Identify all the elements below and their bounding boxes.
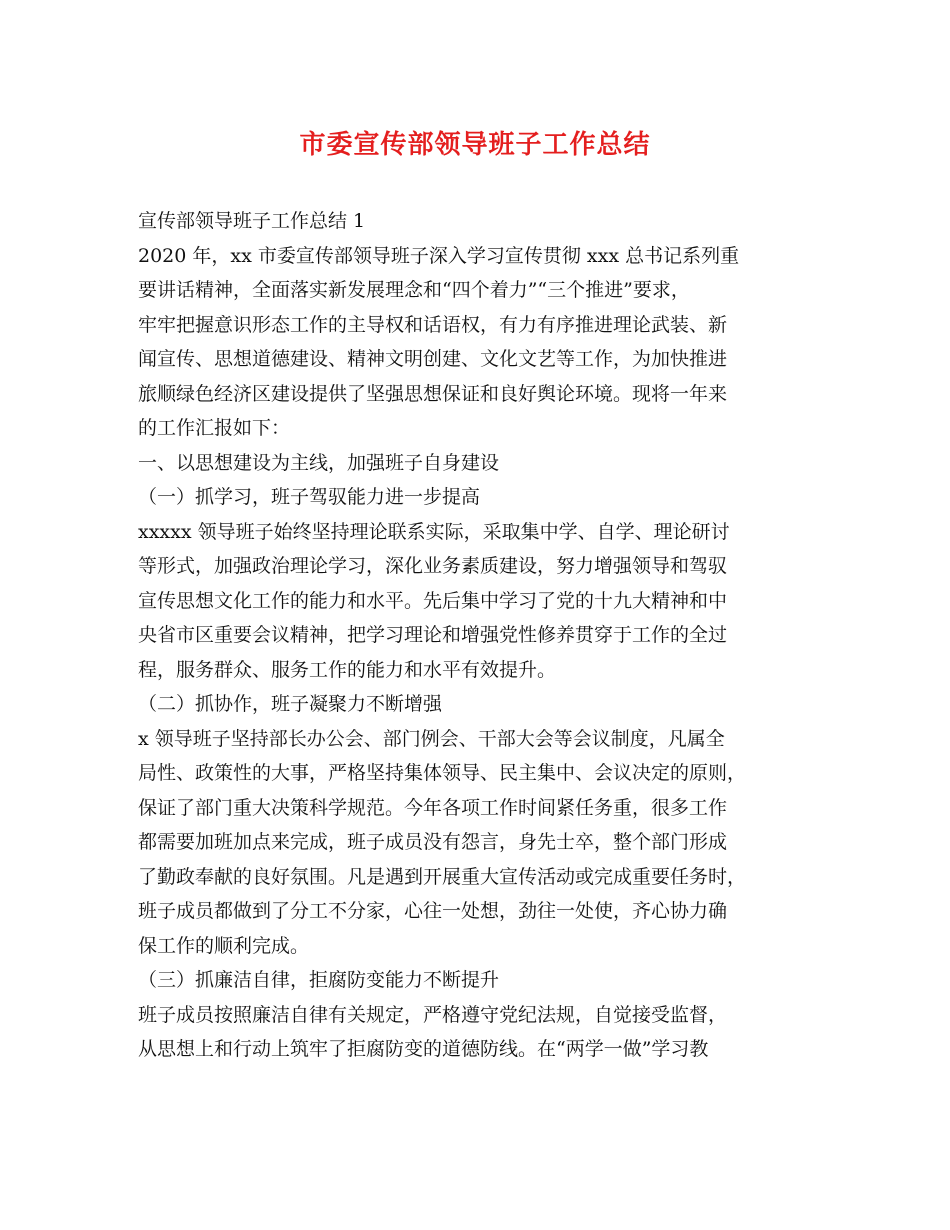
body-line: 局性、政策性的大事，严格坚持集体领导、民主集中、会议决定的原则， (138, 762, 747, 784)
body-line: 的工作汇报如下： (138, 417, 291, 439)
body-line: 闻宣传、思想道德建设、精神文明创建、文化文艺等工作，为加快推进 (138, 348, 728, 370)
body-line: 都需要加班加点来完成，班子成员没有怨言，身先士卒，整个部门形成 (138, 831, 728, 853)
document-title: 市委宣传部领导班子工作总结 (299, 130, 651, 160)
body-line: 保证了部门重大决策科学规范。今年各项工作时间紧任务重，很多工作 (138, 796, 728, 819)
body-line: （三）抓廉洁自律，拒腐防变能力不断提升 (138, 969, 500, 991)
body-line: 宣传部领导班子工作总结 1 (138, 210, 366, 232)
body-line: 了勤政奉献的良好氛围。凡是遇到开展重大宣传活动或完成重要任务时， (138, 865, 747, 888)
body-line: 央省市区重要会议精神，把学习理论和增强党性修养贯穿于工作的全过 (138, 624, 728, 646)
document-body (138, 204, 828, 1067)
body-line: 牢牢把握意识形态工作的主导权和话语权，有力有序推进理论武装、新 (138, 313, 728, 336)
body-line: 保工作的顺利完成。 (138, 934, 310, 957)
body-line: 一、以思想建设为主线，加强班子自身建设 (138, 451, 500, 474)
body-line: xxxxx 领导班子始终坚持理论联系实际，采取集中学、自学、理论研讨 (138, 520, 730, 543)
body-line: 2020 年，xx 市委宣传部领导班子深入学习宣传贯彻 xxx 总书记系列重 (138, 244, 740, 267)
body-line: 班子成员按照廉洁自律有关规定，严格遵守党纪法规，自觉接受监督， (138, 1003, 728, 1026)
body-line: （二）抓协作，班子凝聚力不断增强 (138, 693, 443, 715)
body-line: 程，服务群众、服务工作的能力和水平有效提升。 (138, 658, 557, 681)
body-line: （一）抓学习，班子驾驭能力进一步提高 (138, 486, 481, 508)
body-line: 宣传思想文化工作的能力和水平。先后集中学习了党的十九大精神和中 (138, 589, 728, 612)
body-line: 等形式，加强政治理论学习，深化业务素质建设，努力增强领导和驾驭 (138, 555, 728, 577)
body-line: 从思想上和行动上筑牢了拒腐防变的道德防线。在“两学一做”学习教 (138, 1038, 709, 1060)
body-line: 要讲话精神，全面落实新发展理念和“四个着力”“三个推进”要求， (138, 279, 690, 301)
body-line: x 领导班子坚持部长办公会、部门例会、干部大会等会议制度，凡属全 (138, 727, 725, 750)
body-line: 旅顺绿色经济区建设提供了坚强思想保证和良好舆论环境。现将一年来 (138, 382, 728, 405)
body-line: 班子成员都做到了分工不分家，心往一处想，劲往一处使，齐心协力确 (138, 900, 728, 922)
